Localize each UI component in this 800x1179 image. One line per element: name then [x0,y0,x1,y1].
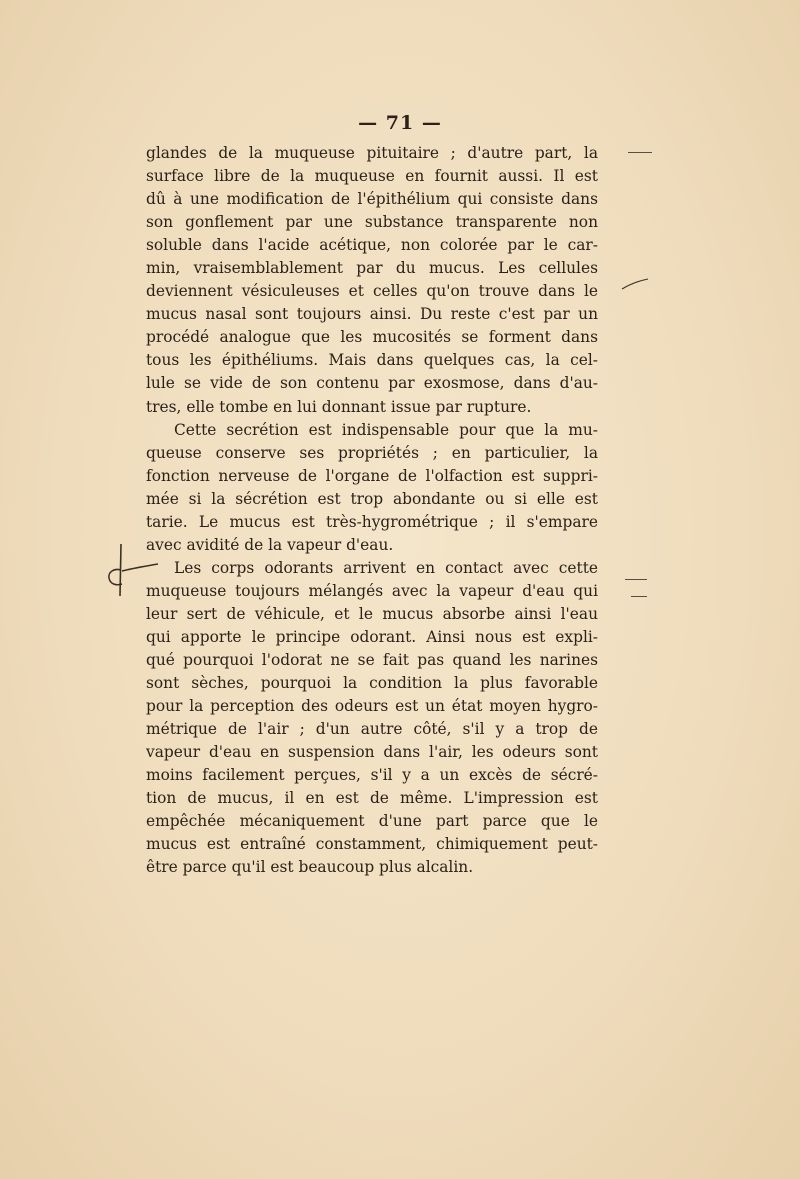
text-line: mucus nasal sont toujours ainsi. Du reste c'est par un [146,305,598,324]
text-line: tous les épithéliums. Mais dans quelques cas, la cel- [146,351,598,370]
text-line: vapeur d'eau en suspension dans l'air, les odeurs sont [146,743,598,762]
text-line: lule se vide de son contenu par exosmose, dans d'au- [146,374,598,393]
text-line: mée si la sécrétion est trop abondante ou si elle est [146,489,598,508]
margin-dash [625,579,647,580]
text-line: tion de mucus, il en est de même. L'impression est [146,789,598,808]
text-line: qué pourquoi l'odorat ne se fait pas quand les narines [146,651,598,670]
text-line: min, vraisemblablement par du mucus. Les cellules [146,259,598,278]
text-line: qui apporte le principe odorant. Ainsi nous est expli- [146,627,598,646]
text-line: Les corps odorants arrivent en contact avec cette [174,558,598,577]
text-line: leur sert de véhicule, et le mucus absorbe ainsi l'eau [146,604,598,623]
text-line: empêchée mécaniquement d'une part parce que le [146,812,598,831]
text-line: glandes de la muqueuse pituitaire ; d'autre part, la [146,144,598,162]
text-line: queuse conserve ses propriétés ; en particulier, la [146,443,598,462]
text-line: fonction nerveuse de l'organe de l'olfaction est suppri- [146,466,598,485]
text-line: mucus est entraîné constamment, chimiquement peut- [146,835,598,854]
page-number: — 71 — [358,112,442,134]
text-line: métrique de l'air ; d'un autre côté, s'il y a trop de [146,720,598,739]
text-line: tarie. Le mucus est très-hygrométrique ; il s'empare [146,512,598,531]
margin-dash [628,152,652,153]
text-line: Cette secrétion est indispensable pour que la mu- [174,420,598,439]
text-line: pour la perception des odeurs est un état moyen hygro- [146,697,598,716]
text-line: sont sèches, pourquoi la condition la plus favorable [146,674,598,693]
text-line: dû à une modification de l'épithélium qui consiste dans [146,190,598,209]
text-line: muqueuse toujours mélangés avec la vapeur d'eau qui [146,581,598,600]
body-text [146,142,598,880]
handwritten-plus-mark [100,540,160,600]
text-line: surface libre de la muqueuse en fournit aussi. Il est [146,167,598,186]
text-line: procédé analogue que les mucosités se forment dans [146,328,598,347]
text-line: être parce qu'il est beaucoup plus alcalin. [146,858,474,877]
margin-dash [631,596,647,597]
text-line: tres, elle tombe en lui donnant issue par rupture. [146,397,532,416]
text-line: avec avidité de la vapeur d'eau. [146,535,394,554]
text-line: son gonflement par une substance transparente non [146,213,598,232]
text-line: moins facilement perçues, s'il y a un excès de sécré- [146,766,598,785]
text-line: soluble dans l'acide acétique, non colorée par le car- [146,236,598,255]
handwritten-margin-stroke [620,275,650,295]
text-line: deviennent vésiculeuses et celles qu'on trouve dans le [146,282,598,301]
